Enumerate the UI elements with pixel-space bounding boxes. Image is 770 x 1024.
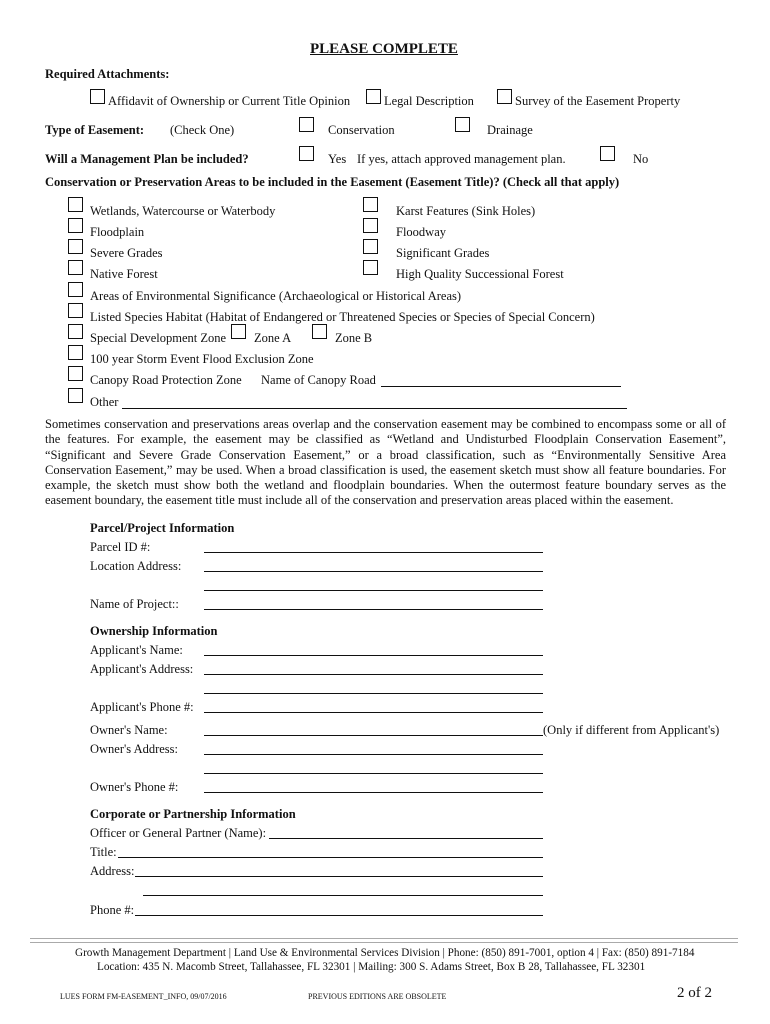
footer-divider xyxy=(30,938,738,943)
wetlands-label: Wetlands, Watercourse or Waterbody xyxy=(90,204,276,218)
applicant-address-line-1[interactable] xyxy=(204,674,543,675)
successional-forest-label: High Quality Successional Forest xyxy=(396,267,564,281)
ownership-heading: Ownership Information xyxy=(90,624,218,638)
corporate-phone-label: Phone #: xyxy=(90,903,135,917)
owner-address-line-1[interactable] xyxy=(204,754,543,755)
listed-species-label: Listed Species Habitat (Habitat of Endangered or Threatened Species or Species of Special Concern) xyxy=(90,310,595,324)
project-name-line[interactable] xyxy=(204,609,543,610)
corporate-title-line[interactable] xyxy=(118,857,543,858)
floodway-label: Floodway xyxy=(396,225,446,239)
corporate-address-label: Address: xyxy=(90,864,135,878)
form-id: LUES FORM FM-EASEMENT_INFO, 09/07/2016 xyxy=(60,992,227,1001)
other-line[interactable] xyxy=(122,408,627,409)
corporate-title-label: Title: xyxy=(90,845,117,859)
owner-phone-label: Owner's Phone #: xyxy=(90,780,179,794)
management-yes-note: If yes, attach approved management plan. xyxy=(357,152,566,166)
owner-note: (Only if different from Applicant's) xyxy=(543,723,720,737)
legal-description-label: Legal Description xyxy=(384,94,474,108)
owner-address-line-2[interactable] xyxy=(204,773,543,774)
officer-line[interactable] xyxy=(269,838,543,839)
applicant-phone-label: Applicant's Phone #: xyxy=(90,700,194,714)
location-line-2[interactable] xyxy=(204,590,543,591)
floodplain-checkbox[interactable] xyxy=(68,218,83,233)
owner-address-label: Owner's Address: xyxy=(90,742,179,756)
zone-a-label: Zone A xyxy=(254,331,292,345)
owner-name-line[interactable] xyxy=(204,735,543,736)
zone-b-label: Zone B xyxy=(335,331,373,345)
karst-checkbox[interactable] xyxy=(363,197,378,212)
officer-label: Officer or General Partner (Name): xyxy=(90,826,267,840)
drainage-label: Drainage xyxy=(487,123,533,137)
environmental-significance-label: Areas of Environmental Significance (Archaeological or Historical Areas) xyxy=(90,289,462,303)
location-label: Location Address: xyxy=(90,559,182,573)
storm-exclusion-checkbox[interactable] xyxy=(68,345,83,360)
drainage-checkbox[interactable] xyxy=(455,117,470,132)
successional-forest-checkbox[interactable] xyxy=(363,260,378,275)
other-label: Other xyxy=(90,395,119,409)
management-no-checkbox[interactable] xyxy=(600,146,615,161)
environmental-significance-checkbox[interactable] xyxy=(68,282,83,297)
legal-description-checkbox[interactable] xyxy=(366,89,381,104)
applicant-address-label: Applicant's Address: xyxy=(90,662,194,676)
native-forest-label: Native Forest xyxy=(90,267,158,281)
zone-a-checkbox[interactable] xyxy=(231,324,246,339)
location-line-1[interactable] xyxy=(204,571,543,572)
management-yes-checkbox[interactable] xyxy=(299,146,314,161)
native-forest-checkbox[interactable] xyxy=(68,260,83,275)
affidavit-checkbox[interactable] xyxy=(90,89,105,104)
zone-b-checkbox[interactable] xyxy=(312,324,327,339)
page-title: PLEASE COMPLETE xyxy=(310,41,458,57)
required-attachments-heading: Required Attachments: xyxy=(45,67,170,81)
owner-name-label: Owner's Name: xyxy=(90,723,168,737)
affidavit-label: Affidavit of Ownership or Current Title Opinion xyxy=(108,94,351,108)
canopy-road-label: Canopy Road Protection Zone xyxy=(90,373,242,387)
conservation-label: Conservation xyxy=(328,123,395,137)
wetlands-checkbox[interactable] xyxy=(68,197,83,212)
floodplain-label: Floodplain xyxy=(90,225,145,239)
applicant-name-label: Applicant's Name: xyxy=(90,643,183,657)
survey-checkbox[interactable] xyxy=(497,89,512,104)
parcel-id-line[interactable] xyxy=(204,552,543,553)
karst-label: Karst Features (Sink Holes) xyxy=(396,204,536,218)
canopy-road-checkbox[interactable] xyxy=(68,366,83,381)
canopy-road-name-label: Name of Canopy Road xyxy=(261,373,376,387)
check-one-hint: (Check One) xyxy=(170,123,235,137)
parcel-id-label: Parcel ID #: xyxy=(90,540,151,554)
footer-contact-line: Growth Management Department | Land Use & Environmental Services Division | Phone: (850) 891-7001, option 4 | Fax: (850) 891-7184 xyxy=(75,947,695,959)
applicant-phone-line[interactable] xyxy=(204,712,543,713)
management-no-label: No xyxy=(633,152,649,166)
other-checkbox[interactable] xyxy=(68,388,83,403)
severe-grades-checkbox[interactable] xyxy=(68,239,83,254)
survey-label: Survey of the Easement Property xyxy=(515,94,681,108)
significant-grades-checkbox[interactable] xyxy=(363,239,378,254)
corporate-phone-line[interactable] xyxy=(135,915,543,916)
canopy-road-name-line[interactable] xyxy=(381,386,621,387)
significant-grades-label: Significant Grades xyxy=(396,246,490,260)
explanation-paragraph: Sometimes conservation and preservations areas overlap and the conservation easement may be combined to encompass some or all of the features. For example, the easement may be classified as “Wetland and Undisturbed Floodplain Conservation Easement”, “Significant and Severe Grade Conservation Easement,” or a broad classification, such as “Environmentally Sensitive Area Conservation Easement,” may be used. When a broad classification is used, the easement sketch must show all feature boundaries. For example, the sketch must show both the wetland and floodplain boundaries. When the outermost feature boundary serves as the easement boundary, the easement title must include all of the conservation and preservation areas placed within the easement. xyxy=(45,417,726,508)
management-yes-label: Yes xyxy=(328,152,347,166)
severe-grades-label: Severe Grades xyxy=(90,246,163,260)
conservation-checkbox[interactable] xyxy=(299,117,314,132)
owner-phone-line[interactable] xyxy=(204,792,543,793)
applicant-address-line-2[interactable] xyxy=(204,693,543,694)
page-number: 2 of 2 xyxy=(677,985,712,1001)
parcel-heading: Parcel/Project Information xyxy=(90,521,235,535)
storm-exclusion-label: 100 year Storm Event Flood Exclusion Zone xyxy=(90,352,314,366)
listed-species-checkbox[interactable] xyxy=(68,303,83,318)
special-development-checkbox[interactable] xyxy=(68,324,83,339)
applicant-name-line[interactable] xyxy=(204,655,543,656)
areas-heading: Conservation or Preservation Areas to be included in the Easement (Easement Title)? (Check all that apply) xyxy=(45,175,620,189)
obsolete-notice: PREVIOUS EDITIONS ARE OBSOLETE xyxy=(308,992,447,1001)
floodway-checkbox[interactable] xyxy=(363,218,378,233)
type-of-easement-label: Type of Easement: xyxy=(45,123,145,137)
corporate-address-line-1[interactable] xyxy=(135,876,543,877)
corporate-heading: Corporate or Partnership Information xyxy=(90,807,296,821)
footer-address-line: Location: 435 N. Macomb Street, Tallahassee, FL 32301 | Mailing: 300 S. Adams Street, Box B 28, Tallahassee, FL 32301 xyxy=(97,961,646,973)
corporate-address-line-2[interactable] xyxy=(143,895,543,896)
special-development-label: Special Development Zone xyxy=(90,331,227,345)
management-plan-question: Will a Management Plan be included? xyxy=(45,152,249,166)
project-name-label: Name of Project:: xyxy=(90,597,179,611)
